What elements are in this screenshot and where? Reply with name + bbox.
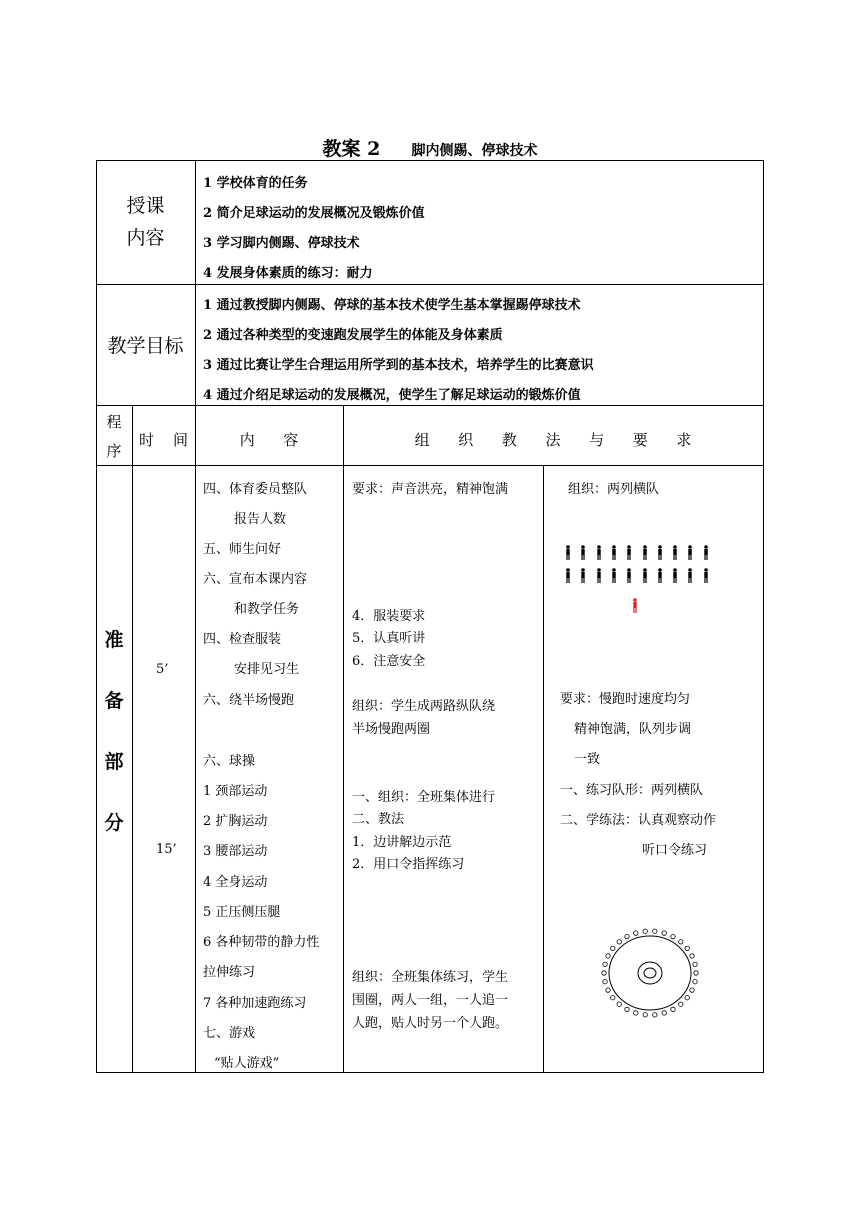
prep-label-4: 分 <box>104 812 124 834</box>
content-line: “贴人游戏” <box>214 1056 280 1071</box>
student-dot <box>634 1011 638 1015</box>
col-divider <box>195 160 196 405</box>
method-line: 半场慢跑两圈 <box>352 722 431 737</box>
content-item: 3 学习脚内侧踢、停球技术 <box>203 236 360 251</box>
content-item: 4 发展身体素质的练习：耐力 <box>203 266 373 281</box>
student-figure-icon <box>580 568 586 583</box>
student-dot <box>653 929 657 933</box>
header-org: 组 织 教 法 与 要 求 <box>414 431 692 449</box>
col-divider <box>543 465 544 1072</box>
student-dot <box>625 934 629 938</box>
student-dot <box>602 971 606 975</box>
method-line: 组织：学生成两路纵队绕 <box>352 699 496 714</box>
lesson-number: 教案 2 <box>322 138 381 160</box>
content-line: 六、宣布本课内容 <box>203 572 308 587</box>
content-label-line2: 内容 <box>126 227 165 249</box>
goal-item: 4 通过介绍足球运动的发展概况，使学生了解足球运动的锻炼价值 <box>203 388 581 403</box>
student-dot <box>634 931 638 935</box>
content-line: 七、游戏 <box>203 1026 256 1041</box>
student-figure-icon <box>687 568 693 583</box>
header-xu: 序 <box>106 442 122 460</box>
col-divider <box>195 405 196 1072</box>
document-title <box>0 134 860 161</box>
student-dot <box>606 954 610 958</box>
student-dot <box>643 929 647 933</box>
student-figure-icon <box>642 568 648 583</box>
student-ring <box>602 929 698 1017</box>
student-dot <box>653 1013 657 1017</box>
require-line: 二、学练法：认真观察动作 <box>560 813 717 828</box>
goals-label: 教学目标 <box>107 335 184 357</box>
student-dot <box>606 988 610 992</box>
student-dot <box>611 946 615 950</box>
student-figure-icon <box>657 568 663 583</box>
method-line: 要求：声音洪亮，精神饱满 <box>352 482 509 497</box>
prep-label-1: 准 <box>104 629 124 651</box>
prep-label-3: 部 <box>104 751 124 773</box>
student-dot <box>671 1007 675 1011</box>
content-line: 拉伸练习 <box>203 965 256 980</box>
center-ring-outer <box>638 962 662 984</box>
student-dot <box>662 1011 666 1015</box>
content-line: 安排见习生 <box>234 662 300 677</box>
method-line: 围圈，两人一组，一人追一 <box>352 993 509 1008</box>
student-dot <box>662 931 666 935</box>
header-cheng: 程 <box>106 413 122 431</box>
student-dot <box>685 946 689 950</box>
content-line: 报告人数 <box>234 512 287 527</box>
require-line: 要求：慢跑时速度均匀 <box>560 692 691 707</box>
method-line: 组织：全班集体练习，学生 <box>352 970 509 985</box>
row-divider <box>96 465 764 466</box>
method-line: 1．边讲解边示范 <box>352 835 452 850</box>
student-figure-icon <box>611 545 617 560</box>
student-dot <box>690 954 694 958</box>
method-line: 2．用口令指挥练习 <box>352 857 465 872</box>
student-dot <box>603 980 607 984</box>
content-line: 六、球操 <box>203 754 256 769</box>
content-line: 六、绕半场慢跑 <box>203 693 295 708</box>
student-dot <box>679 1002 683 1006</box>
student-dot <box>643 1013 647 1017</box>
table-border-right <box>763 160 764 1072</box>
circle-formation-diagram <box>596 925 706 1021</box>
require-line: 组织：两列横队 <box>568 482 660 497</box>
header-content: 内 容 <box>239 431 299 449</box>
method-line: 4．服装要求 <box>352 609 426 624</box>
lesson-topic: 脚内侧踢、停球技术 <box>411 143 538 159</box>
content-line: 和教学任务 <box>234 602 300 617</box>
student-figure-icon <box>626 568 632 583</box>
content-label <box>96 190 195 254</box>
content-line: 2 扩胸运动 <box>203 814 268 829</box>
student-figure-icon <box>565 545 571 560</box>
row-divider <box>96 405 764 406</box>
content-line: 四、检查服装 <box>203 632 282 647</box>
content-line: 6 各种韧带的静力性 <box>203 935 320 950</box>
outer-circle <box>609 936 691 1010</box>
student-figure-icon <box>596 568 602 583</box>
student-figure-icon <box>626 545 632 560</box>
student-figure-icon <box>611 568 617 583</box>
student-dot <box>617 1002 621 1006</box>
content-line: 四、体育委员整队 <box>203 482 308 497</box>
content-line: 4 全身运动 <box>203 875 268 890</box>
student-figure-icon <box>703 545 709 560</box>
require-line: 一、练习队形：两列横队 <box>560 783 704 798</box>
student-figure-icon <box>657 545 663 560</box>
method-line: 5．认真听讲 <box>352 631 426 646</box>
content-line: 3 腰部运动 <box>203 844 268 859</box>
student-dot <box>679 940 683 944</box>
student-figure-icon <box>672 568 678 583</box>
student-figure-icon <box>596 545 602 560</box>
goal-item: 1 通过教授脚内侧踢、停球的基本技术使学生基本掌握踢停球技术 <box>203 298 581 313</box>
col-divider <box>132 405 133 1072</box>
content-item: 2 简介足球运动的发展概况及锻炼价值 <box>203 206 425 221</box>
content-item: 1 学校体育的任务 <box>203 176 308 191</box>
time-value: 5’ <box>156 662 169 677</box>
student-dot <box>685 996 689 1000</box>
prep-label-2: 备 <box>104 690 124 712</box>
student-figure-icon <box>642 545 648 560</box>
content-line: 1 颈部运动 <box>203 784 268 799</box>
student-figure-icon <box>672 545 678 560</box>
require-line: 一致 <box>574 752 601 767</box>
header-time: 时 间 <box>138 431 189 449</box>
goal-item: 2 通过各种类型的变速跑发展学生的体能及身体素质 <box>203 328 503 343</box>
student-dot <box>625 1007 629 1011</box>
student-figure-icon <box>687 545 693 560</box>
method-line: 一、组织：全班集体进行 <box>352 790 496 805</box>
method-line: 6．注意安全 <box>352 654 426 669</box>
row-divider <box>96 284 764 285</box>
student-dot <box>671 934 675 938</box>
content-line: 7 各种加速跑练习 <box>203 996 307 1011</box>
require-line: 精神饱满，队列步调 <box>574 722 692 737</box>
method-line: 二、教法 <box>352 812 405 827</box>
time-value: 15’ <box>156 842 177 857</box>
table-border-left <box>96 160 97 1072</box>
content-line: 五、师生问好 <box>203 542 282 557</box>
col-divider <box>343 405 344 1072</box>
student-figure-icon <box>565 568 571 583</box>
table-border-top <box>96 160 764 161</box>
goal-item: 3 通过比赛让学生合理运用所学到的基本技术，培养学生的比赛意识 <box>203 358 594 373</box>
center-ring-inner <box>644 968 656 978</box>
method-line: 人跑，贴人时另一个人跑。 <box>352 1016 509 1031</box>
student-dot <box>617 940 621 944</box>
teacher-figure-icon <box>632 598 638 613</box>
student-figure-icon <box>703 568 709 583</box>
student-dot <box>694 971 698 975</box>
content-label-line1: 授课 <box>126 195 165 217</box>
student-figure-icon <box>580 545 586 560</box>
content-line: 5 正压侧压腿 <box>203 905 281 920</box>
student-dot <box>693 962 697 966</box>
require-line: 听口令练习 <box>642 843 708 858</box>
student-dot <box>693 980 697 984</box>
student-dot <box>603 962 607 966</box>
table-border-bottom <box>96 1072 764 1073</box>
student-dot <box>611 996 615 1000</box>
student-dot <box>690 988 694 992</box>
